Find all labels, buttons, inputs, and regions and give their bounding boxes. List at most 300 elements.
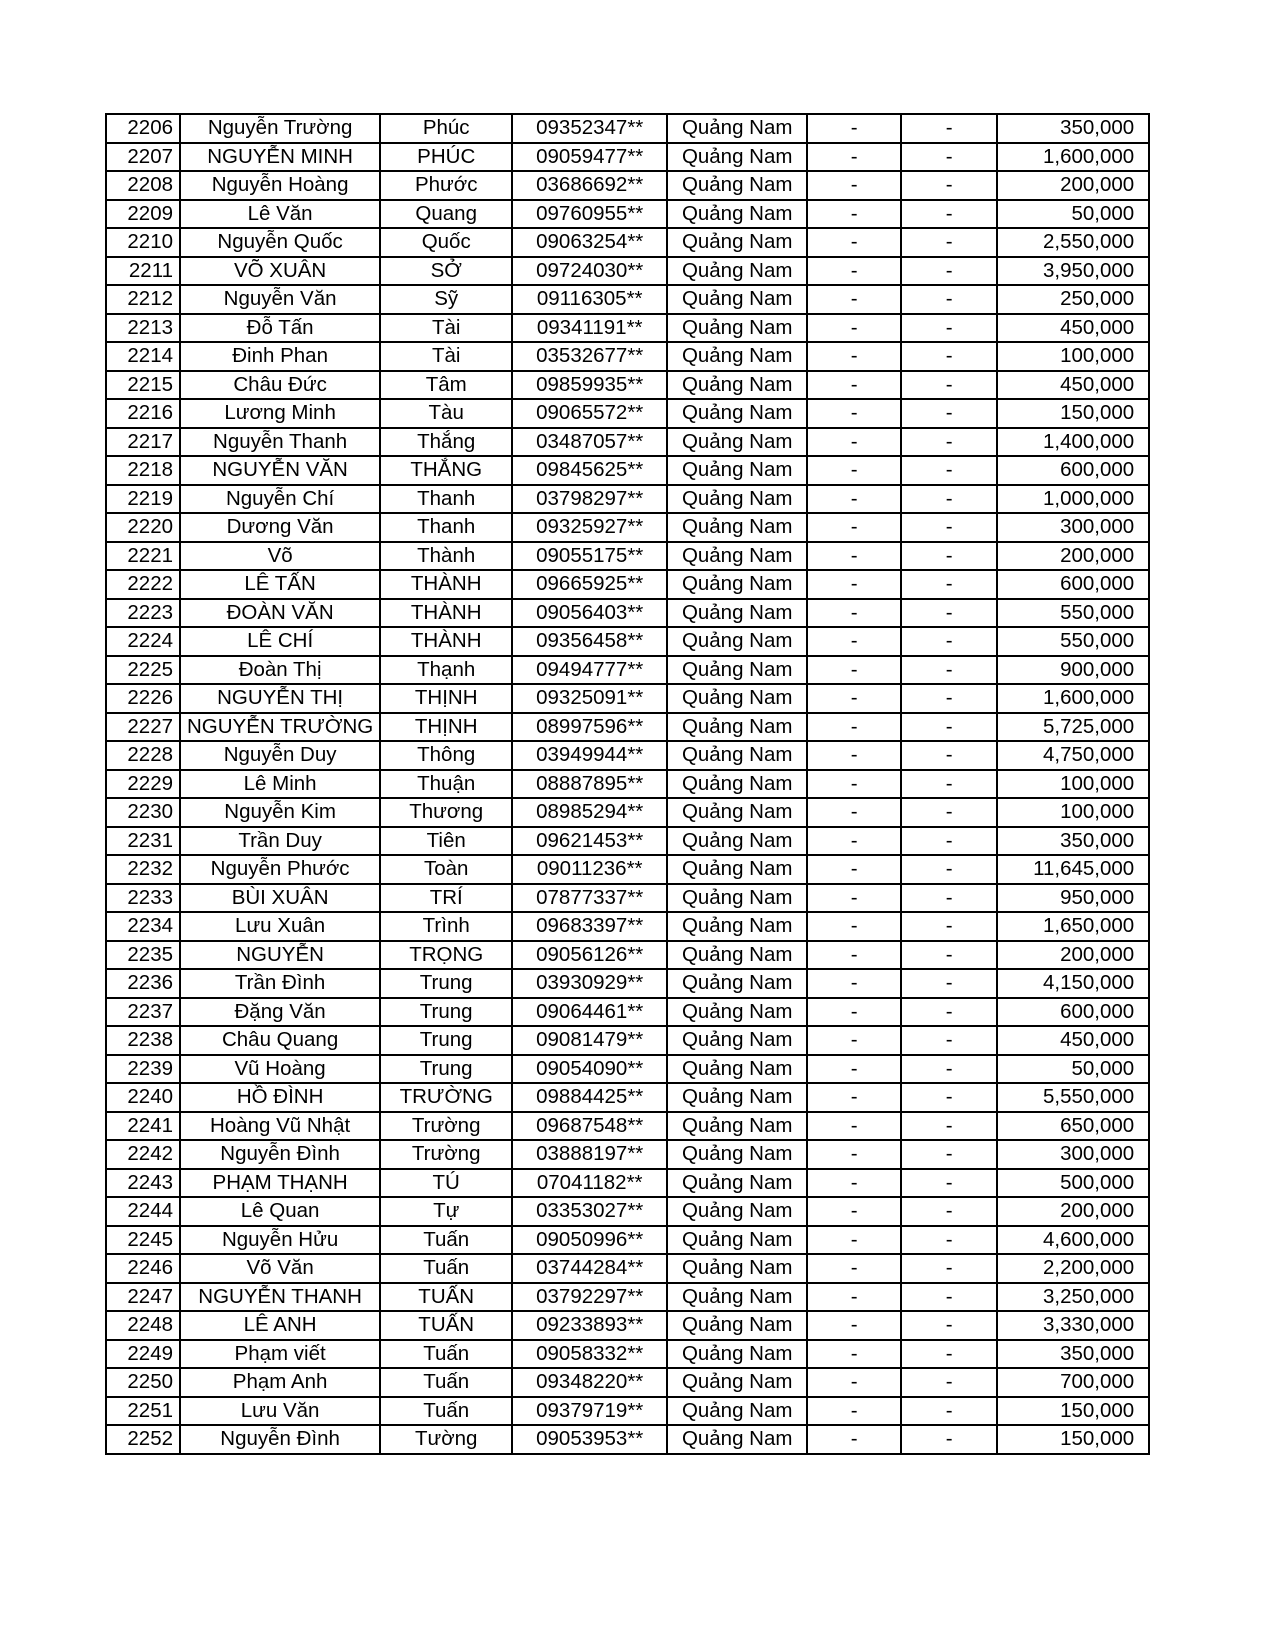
province-cell: Quảng Nam xyxy=(667,1368,807,1397)
dash-cell-b: - xyxy=(901,855,997,884)
dash-cell-a: - xyxy=(807,713,901,742)
table-row xyxy=(106,1112,1149,1141)
amount-cell: 150,000 xyxy=(997,1425,1149,1454)
surname-cell: Nguyễn Chí xyxy=(180,485,380,514)
dash-cell-a: - xyxy=(807,456,901,485)
row-number: 2242 xyxy=(106,1140,180,1169)
province-cell: Quảng Nam xyxy=(667,912,807,941)
phone-cell: 09683397** xyxy=(512,912,667,941)
amount-cell: 350,000 xyxy=(997,114,1149,143)
row-number: 2223 xyxy=(106,599,180,628)
dash-cell-b: - xyxy=(901,428,997,457)
dash-cell-b: - xyxy=(901,912,997,941)
row-number: 2246 xyxy=(106,1254,180,1283)
dash-cell-a: - xyxy=(807,1083,901,1112)
amount-cell: 1,400,000 xyxy=(997,428,1149,457)
given-name-cell: Tuấn xyxy=(380,1368,512,1397)
province-cell: Quảng Nam xyxy=(667,200,807,229)
table-row xyxy=(106,656,1149,685)
surname-cell: LÊ CHÍ xyxy=(180,627,380,656)
dash-cell-a: - xyxy=(807,770,901,799)
dash-cell-b: - xyxy=(901,1197,997,1226)
table-row xyxy=(106,1169,1149,1198)
table-row xyxy=(106,1397,1149,1426)
row-number: 2207 xyxy=(106,143,180,172)
dash-cell-b: - xyxy=(901,713,997,742)
dash-cell-a: - xyxy=(807,1283,901,1312)
table-row xyxy=(106,171,1149,200)
given-name-cell: Tài xyxy=(380,342,512,371)
table-row xyxy=(106,285,1149,314)
row-number: 2233 xyxy=(106,884,180,913)
province-cell: Quảng Nam xyxy=(667,827,807,856)
surname-cell: NGUYỄN VĂN xyxy=(180,456,380,485)
given-name-cell: THÀNH xyxy=(380,627,512,656)
amount-cell: 300,000 xyxy=(997,1140,1149,1169)
row-number: 2251 xyxy=(106,1397,180,1426)
dash-cell-a: - xyxy=(807,171,901,200)
dash-cell-a: - xyxy=(807,1140,901,1169)
table-row xyxy=(106,998,1149,1027)
amount-cell: 1,600,000 xyxy=(997,684,1149,713)
phone-cell: 09011236** xyxy=(512,855,667,884)
surname-cell: Nguyễn Hửu xyxy=(180,1226,380,1255)
phone-cell: 09352347** xyxy=(512,114,667,143)
dash-cell-a: - xyxy=(807,228,901,257)
given-name-cell: Thanh xyxy=(380,513,512,542)
surname-cell: LÊ TẤN xyxy=(180,570,380,599)
surname-cell: Trần Đình xyxy=(180,969,380,998)
phone-cell: 09054090** xyxy=(512,1055,667,1084)
province-cell: Quảng Nam xyxy=(667,1140,807,1169)
province-cell: Quảng Nam xyxy=(667,171,807,200)
dash-cell-a: - xyxy=(807,570,901,599)
phone-cell: 09116305** xyxy=(512,285,667,314)
surname-cell: NGUYỄN xyxy=(180,941,380,970)
surname-cell: Nguyễn Hoàng xyxy=(180,171,380,200)
dash-cell-a: - xyxy=(807,627,901,656)
row-number: 2247 xyxy=(106,1283,180,1312)
amount-cell: 500,000 xyxy=(997,1169,1149,1198)
amount-cell: 650,000 xyxy=(997,1112,1149,1141)
surname-cell: Lê Văn xyxy=(180,200,380,229)
dash-cell-b: - xyxy=(901,1140,997,1169)
given-name-cell: TUẤN xyxy=(380,1311,512,1340)
row-number: 2237 xyxy=(106,998,180,1027)
row-number: 2224 xyxy=(106,627,180,656)
row-number: 2252 xyxy=(106,1425,180,1454)
dash-cell-a: - xyxy=(807,969,901,998)
dash-cell-b: - xyxy=(901,941,997,970)
given-name-cell: THÀNH xyxy=(380,570,512,599)
province-cell: Quảng Nam xyxy=(667,1026,807,1055)
dash-cell-a: - xyxy=(807,1055,901,1084)
amount-cell: 550,000 xyxy=(997,627,1149,656)
given-name-cell: Thanh xyxy=(380,485,512,514)
row-number: 2209 xyxy=(106,200,180,229)
dash-cell-b: - xyxy=(901,456,997,485)
dash-cell-b: - xyxy=(901,285,997,314)
row-number: 2211 xyxy=(106,257,180,286)
surname-cell: Võ xyxy=(180,542,380,571)
phone-cell: 09724030** xyxy=(512,257,667,286)
amount-cell: 600,000 xyxy=(997,998,1149,1027)
amount-cell: 2,550,000 xyxy=(997,228,1149,257)
province-cell: Quảng Nam xyxy=(667,1425,807,1454)
surname-cell: Vũ Hoàng xyxy=(180,1055,380,1084)
amount-cell: 100,000 xyxy=(997,770,1149,799)
table-row xyxy=(106,542,1149,571)
surname-cell: NGUYỄN MINH xyxy=(180,143,380,172)
province-cell: Quảng Nam xyxy=(667,855,807,884)
row-number: 2210 xyxy=(106,228,180,257)
table-row xyxy=(106,143,1149,172)
row-number: 2228 xyxy=(106,741,180,770)
surname-cell: Lê Minh xyxy=(180,770,380,799)
amount-cell: 150,000 xyxy=(997,1397,1149,1426)
phone-cell: 08887895** xyxy=(512,770,667,799)
province-cell: Quảng Nam xyxy=(667,1397,807,1426)
table-row xyxy=(106,114,1149,143)
province-cell: Quảng Nam xyxy=(667,1055,807,1084)
dash-cell-a: - xyxy=(807,855,901,884)
province-cell: Quảng Nam xyxy=(667,770,807,799)
amount-cell: 250,000 xyxy=(997,285,1149,314)
given-name-cell: Tuấn xyxy=(380,1254,512,1283)
given-name-cell: Phước xyxy=(380,171,512,200)
row-number: 2234 xyxy=(106,912,180,941)
province-cell: Quảng Nam xyxy=(667,485,807,514)
surname-cell: Nguyễn Đình xyxy=(180,1140,380,1169)
province-cell: Quảng Nam xyxy=(667,1340,807,1369)
amount-cell: 350,000 xyxy=(997,827,1149,856)
dash-cell-a: - xyxy=(807,912,901,941)
surname-cell: LÊ ANH xyxy=(180,1311,380,1340)
province-cell: Quảng Nam xyxy=(667,1311,807,1340)
given-name-cell: Tiên xyxy=(380,827,512,856)
province-cell: Quảng Nam xyxy=(667,941,807,970)
province-cell: Quảng Nam xyxy=(667,884,807,913)
surname-cell: Đinh Phan xyxy=(180,342,380,371)
dash-cell-b: - xyxy=(901,171,997,200)
given-name-cell: THỊNH xyxy=(380,713,512,742)
dash-cell-b: - xyxy=(901,741,997,770)
dash-cell-a: - xyxy=(807,599,901,628)
province-cell: Quảng Nam xyxy=(667,399,807,428)
table-row xyxy=(106,684,1149,713)
row-number: 2216 xyxy=(106,399,180,428)
phone-cell: 03686692** xyxy=(512,171,667,200)
given-name-cell: Trung xyxy=(380,1055,512,1084)
amount-cell: 11,645,000 xyxy=(997,855,1149,884)
phone-cell: 09081479** xyxy=(512,1026,667,1055)
dash-cell-b: - xyxy=(901,969,997,998)
surname-cell: Lưu Xuân xyxy=(180,912,380,941)
dash-cell-b: - xyxy=(901,143,997,172)
dash-cell-a: - xyxy=(807,1197,901,1226)
given-name-cell: TRỌNG xyxy=(380,941,512,970)
row-number: 2232 xyxy=(106,855,180,884)
row-number: 2229 xyxy=(106,770,180,799)
dash-cell-b: - xyxy=(901,599,997,628)
row-number: 2238 xyxy=(106,1026,180,1055)
province-cell: Quảng Nam xyxy=(667,969,807,998)
row-number: 2227 xyxy=(106,713,180,742)
province-cell: Quảng Nam xyxy=(667,371,807,400)
amount-cell: 700,000 xyxy=(997,1368,1149,1397)
row-number: 2206 xyxy=(106,114,180,143)
phone-cell: 09884425** xyxy=(512,1083,667,1112)
surname-cell: Nguyễn Thanh xyxy=(180,428,380,457)
donor-table xyxy=(105,113,1150,1455)
province-cell: Quảng Nam xyxy=(667,684,807,713)
given-name-cell: Trường xyxy=(380,1112,512,1141)
phone-cell: 07877337** xyxy=(512,884,667,913)
dash-cell-a: - xyxy=(807,884,901,913)
dash-cell-a: - xyxy=(807,114,901,143)
table-row xyxy=(106,770,1149,799)
province-cell: Quảng Nam xyxy=(667,713,807,742)
province-cell: Quảng Nam xyxy=(667,285,807,314)
row-number: 2220 xyxy=(106,513,180,542)
province-cell: Quảng Nam xyxy=(667,1169,807,1198)
phone-cell: 03949944** xyxy=(512,741,667,770)
row-number: 2217 xyxy=(106,428,180,457)
phone-cell: 09341191** xyxy=(512,314,667,343)
surname-cell: Phạm Anh xyxy=(180,1368,380,1397)
phone-cell: 09356458** xyxy=(512,627,667,656)
amount-cell: 150,000 xyxy=(997,399,1149,428)
phone-cell: 09325091** xyxy=(512,684,667,713)
surname-cell: Võ Văn xyxy=(180,1254,380,1283)
table-row xyxy=(106,827,1149,856)
dash-cell-a: - xyxy=(807,513,901,542)
dash-cell-b: - xyxy=(901,1425,997,1454)
phone-cell: 09665925** xyxy=(512,570,667,599)
dash-cell-b: - xyxy=(901,998,997,1027)
province-cell: Quảng Nam xyxy=(667,456,807,485)
amount-cell: 50,000 xyxy=(997,1055,1149,1084)
given-name-cell: Thành xyxy=(380,542,512,571)
phone-cell: 09859935** xyxy=(512,371,667,400)
table-row xyxy=(106,912,1149,941)
table-row xyxy=(106,884,1149,913)
table-body xyxy=(106,114,1149,1454)
province-cell: Quảng Nam xyxy=(667,114,807,143)
amount-cell: 1,000,000 xyxy=(997,485,1149,514)
dash-cell-b: - xyxy=(901,485,997,514)
amount-cell: 3,250,000 xyxy=(997,1283,1149,1312)
dash-cell-a: - xyxy=(807,1425,901,1454)
given-name-cell: Quang xyxy=(380,200,512,229)
dash-cell-a: - xyxy=(807,257,901,286)
phone-cell: 09325927** xyxy=(512,513,667,542)
surname-cell: Trần Duy xyxy=(180,827,380,856)
surname-cell: Nguyễn Kim xyxy=(180,798,380,827)
surname-cell: Lương Minh xyxy=(180,399,380,428)
dash-cell-b: - xyxy=(901,884,997,913)
row-number: 2239 xyxy=(106,1055,180,1084)
given-name-cell: THỊNH xyxy=(380,684,512,713)
table-row xyxy=(106,314,1149,343)
row-number: 2219 xyxy=(106,485,180,514)
province-cell: Quảng Nam xyxy=(667,1112,807,1141)
amount-cell: 450,000 xyxy=(997,371,1149,400)
dash-cell-b: - xyxy=(901,1169,997,1198)
dash-cell-b: - xyxy=(901,1112,997,1141)
surname-cell: Phạm viết xyxy=(180,1340,380,1369)
phone-cell: 03798297** xyxy=(512,485,667,514)
phone-cell: 03888197** xyxy=(512,1140,667,1169)
given-name-cell: Trung xyxy=(380,998,512,1027)
province-cell: Quảng Nam xyxy=(667,627,807,656)
dash-cell-b: - xyxy=(901,1340,997,1369)
phone-cell: 09687548** xyxy=(512,1112,667,1141)
given-name-cell: Toàn xyxy=(380,855,512,884)
row-number: 2244 xyxy=(106,1197,180,1226)
dash-cell-a: - xyxy=(807,1311,901,1340)
row-number: 2243 xyxy=(106,1169,180,1198)
dash-cell-a: - xyxy=(807,1169,901,1198)
row-number: 2230 xyxy=(106,798,180,827)
amount-cell: 1,600,000 xyxy=(997,143,1149,172)
dash-cell-a: - xyxy=(807,1397,901,1426)
province-cell: Quảng Nam xyxy=(667,342,807,371)
row-number: 2236 xyxy=(106,969,180,998)
surname-cell: NGUYỄN THANH xyxy=(180,1283,380,1312)
province-cell: Quảng Nam xyxy=(667,257,807,286)
dash-cell-a: - xyxy=(807,827,901,856)
row-number: 2226 xyxy=(106,684,180,713)
given-name-cell: Tâm xyxy=(380,371,512,400)
phone-cell: 09056403** xyxy=(512,599,667,628)
dash-cell-b: - xyxy=(901,827,997,856)
dash-cell-b: - xyxy=(901,228,997,257)
row-number: 2218 xyxy=(106,456,180,485)
row-number: 2235 xyxy=(106,941,180,970)
table-row xyxy=(106,1425,1149,1454)
given-name-cell: Quốc xyxy=(380,228,512,257)
table-row xyxy=(106,1368,1149,1397)
table-row xyxy=(106,1340,1149,1369)
dash-cell-a: - xyxy=(807,656,901,685)
surname-cell: Nguyễn Quốc xyxy=(180,228,380,257)
surname-cell: Lưu Văn xyxy=(180,1397,380,1426)
given-name-cell: Trung xyxy=(380,1026,512,1055)
dash-cell-b: - xyxy=(901,1311,997,1340)
dash-cell-b: - xyxy=(901,314,997,343)
row-number: 2240 xyxy=(106,1083,180,1112)
amount-cell: 450,000 xyxy=(997,314,1149,343)
given-name-cell: Tuấn xyxy=(380,1397,512,1426)
province-cell: Quảng Nam xyxy=(667,741,807,770)
dash-cell-b: - xyxy=(901,684,997,713)
table-row xyxy=(106,228,1149,257)
phone-cell: 08997596** xyxy=(512,713,667,742)
given-name-cell: Tuấn xyxy=(380,1340,512,1369)
phone-cell: 09053953** xyxy=(512,1425,667,1454)
row-number: 2222 xyxy=(106,570,180,599)
province-cell: Quảng Nam xyxy=(667,542,807,571)
amount-cell: 100,000 xyxy=(997,798,1149,827)
dash-cell-a: - xyxy=(807,542,901,571)
province-cell: Quảng Nam xyxy=(667,513,807,542)
province-cell: Quảng Nam xyxy=(667,428,807,457)
phone-cell: 09065572** xyxy=(512,399,667,428)
phone-cell: 03353027** xyxy=(512,1197,667,1226)
phone-cell: 03930929** xyxy=(512,969,667,998)
given-name-cell: THẮNG xyxy=(380,456,512,485)
table-row xyxy=(106,513,1149,542)
table-row xyxy=(106,570,1149,599)
table-row xyxy=(106,941,1149,970)
row-number: 2212 xyxy=(106,285,180,314)
dash-cell-b: - xyxy=(901,1226,997,1255)
province-cell: Quảng Nam xyxy=(667,998,807,1027)
phone-cell: 09063254** xyxy=(512,228,667,257)
province-cell: Quảng Nam xyxy=(667,228,807,257)
dash-cell-b: - xyxy=(901,1026,997,1055)
surname-cell: Lê Quan xyxy=(180,1197,380,1226)
given-name-cell: THÀNH xyxy=(380,599,512,628)
dash-cell-b: - xyxy=(901,1368,997,1397)
amount-cell: 200,000 xyxy=(997,941,1149,970)
dash-cell-a: - xyxy=(807,1112,901,1141)
given-name-cell: Tuấn xyxy=(380,1226,512,1255)
dash-cell-b: - xyxy=(901,542,997,571)
dash-cell-a: - xyxy=(807,285,901,314)
table-row xyxy=(106,371,1149,400)
dash-cell-b: - xyxy=(901,570,997,599)
province-cell: Quảng Nam xyxy=(667,314,807,343)
row-number: 2215 xyxy=(106,371,180,400)
phone-cell: 09348220** xyxy=(512,1368,667,1397)
dash-cell-b: - xyxy=(901,1254,997,1283)
row-number: 2213 xyxy=(106,314,180,343)
table-row xyxy=(106,1283,1149,1312)
dash-cell-b: - xyxy=(901,200,997,229)
dash-cell-a: - xyxy=(807,485,901,514)
phone-cell: 07041182** xyxy=(512,1169,667,1198)
amount-cell: 600,000 xyxy=(997,456,1149,485)
dash-cell-a: - xyxy=(807,1026,901,1055)
dash-cell-a: - xyxy=(807,1340,901,1369)
dash-cell-b: - xyxy=(901,114,997,143)
given-name-cell: TRƯỜNG xyxy=(380,1083,512,1112)
province-cell: Quảng Nam xyxy=(667,1197,807,1226)
amount-cell: 200,000 xyxy=(997,542,1149,571)
amount-cell: 3,330,000 xyxy=(997,1311,1149,1340)
table-row xyxy=(106,428,1149,457)
surname-cell: Châu Quang xyxy=(180,1026,380,1055)
province-cell: Quảng Nam xyxy=(667,1083,807,1112)
phone-cell: 09064461** xyxy=(512,998,667,1027)
table-row xyxy=(106,1083,1149,1112)
given-name-cell: Tường xyxy=(380,1425,512,1454)
surname-cell: Hoàng Vũ Nhật xyxy=(180,1112,380,1141)
given-name-cell: TRÍ xyxy=(380,884,512,913)
dash-cell-a: - xyxy=(807,200,901,229)
dash-cell-b: - xyxy=(901,770,997,799)
given-name-cell: Tài xyxy=(380,314,512,343)
given-name-cell: Thuận xyxy=(380,770,512,799)
phone-cell: 03744284** xyxy=(512,1254,667,1283)
table-row xyxy=(106,1026,1149,1055)
dash-cell-a: - xyxy=(807,314,901,343)
phone-cell: 03487057** xyxy=(512,428,667,457)
phone-cell: 09055175** xyxy=(512,542,667,571)
amount-cell: 900,000 xyxy=(997,656,1149,685)
